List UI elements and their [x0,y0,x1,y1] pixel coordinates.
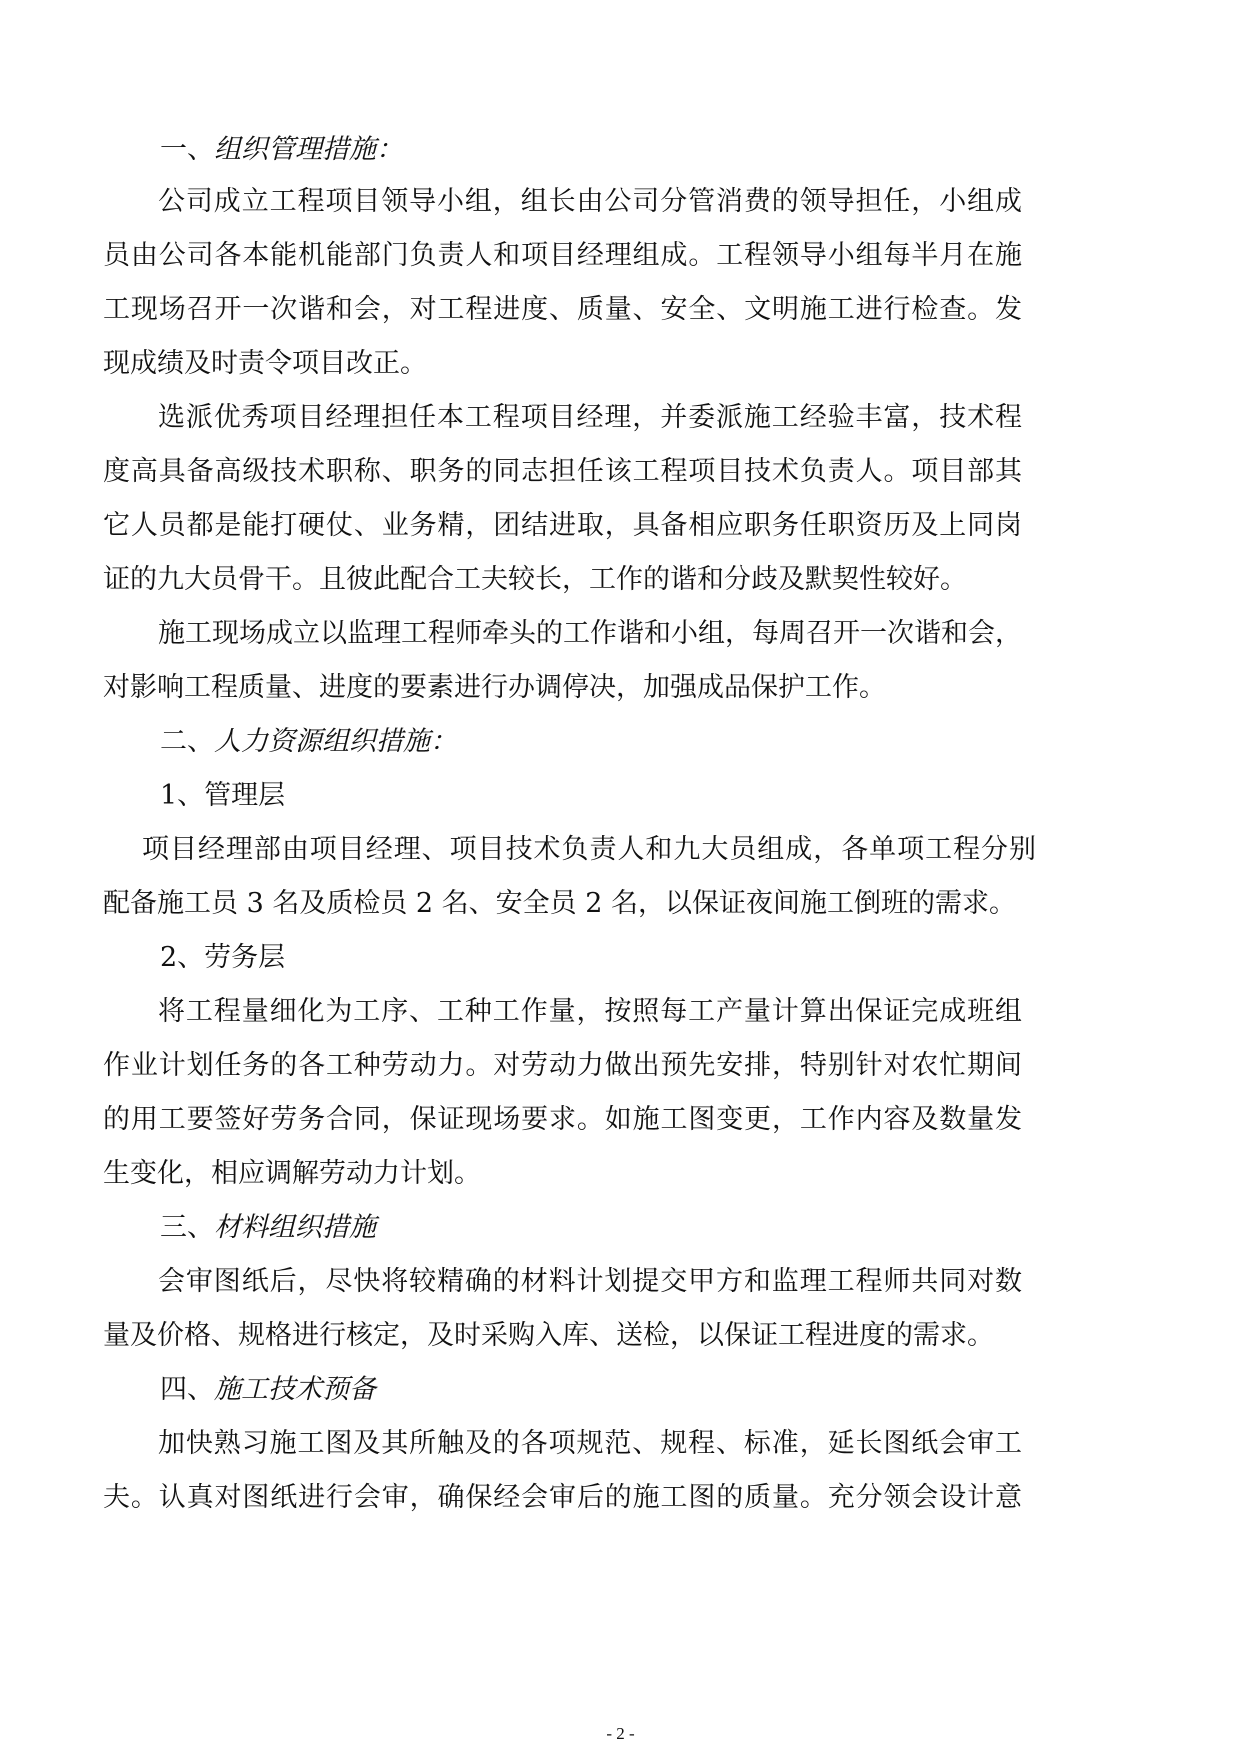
section-prefix: 一、 [160,134,214,165]
section-prefix: 四、 [160,1374,214,1405]
paragraph-line: 对影响工程质量、进度的要素进行办调停决，加强成品保护工作。 [103,672,886,703]
subsection-heading-1: 1、管理层 [160,780,286,811]
paragraph-line: 作业计划任务的各工种劳动力。对劳动力做出预先安排，特别针对农忙期间 [103,1050,1022,1081]
paragraph-line: 将工程量细化为工序、工种工作量，按照每工产量计算出保证完成班组 [158,996,1022,1027]
section-heading-2 [160,722,457,762]
paragraph-line: 度高具备高级技术职称、职务的同志担任该工程项目技术负责人。项目部其 [103,456,1022,487]
paragraph-line: 夫。认真对图纸进行会审，确保经会审后的施工图的质量。充分领会设计意 [103,1482,1022,1513]
paragraph-line: 它人员都是能打硬仗、业务精，团结进取，具备相应职务任职资历及上同岗 [103,510,1022,541]
paragraph-line: 工现场召开一次谐和会，对工程进度、质量、安全、文明施工进行检查。发 [103,294,1022,325]
section-prefix: 二、 [160,726,214,757]
paragraph-line: 公司成立工程项目领导小组，组长由公司分管消费的领导担任，小组成 [158,186,1022,217]
section-heading-4 [160,1370,376,1410]
section-prefix: 三、 [160,1212,214,1243]
paragraph-line: 施工现场成立以监理工程师牵头的工作谐和小组，每周召开一次谐和会， [158,618,1022,649]
section-title: 材料组织措施 [214,1212,376,1243]
paragraph-line: 量及价格、规格进行核定，及时采购入库、送检，以保证工程进度的需求。 [103,1320,994,1351]
paragraph-line: 证的九大员骨干。且彼此配合工夫较长，工作的谐和分歧及默契性较好。 [103,564,967,595]
section-heading-1 [160,130,403,170]
subsection-heading-2: 2、劳务层 [160,942,286,973]
paragraph-line: 选派优秀项目经理担任本工程项目经理，并委派施工经验丰富，技术程 [158,402,1022,433]
paragraph-line: 加快熟习施工图及其所触及的各项规范、规程、标准，延长图纸会审工 [158,1428,1022,1459]
section-heading-3 [160,1208,376,1248]
paragraph-line: 现成绩及时责令项目改正。 [103,348,427,379]
paragraph-line: 员由公司各本能机能部门负责人和项目经理组成。工程领导小组每半月在施 [103,240,1022,271]
page-number: - 2 - [606,1724,635,1743]
section-title: 组织管理措施： [214,134,403,165]
section-title: 人力资源组织措施： [214,726,457,757]
paragraph-line: 生变化，相应调解劳动力计划。 [103,1158,481,1189]
paragraph-line: 项目经理部由项目经理、项目技术负责人和九大员组成，各单项工程分别 [142,834,1036,865]
section-title: 施工技术预备 [214,1374,376,1405]
paragraph-line: 会审图纸后，尽快将较精确的材料计划提交甲方和监理工程师共同对数 [158,1266,1022,1297]
paragraph-line: 的用工要签好劳务合同，保证现场要求。如施工图变更，工作内容及数量发 [103,1104,1022,1135]
paragraph-line: 配备施工员 3 名及质检员 2 名、安全员 2 名，以保证夜间施工倒班的需求。 [103,888,1017,919]
